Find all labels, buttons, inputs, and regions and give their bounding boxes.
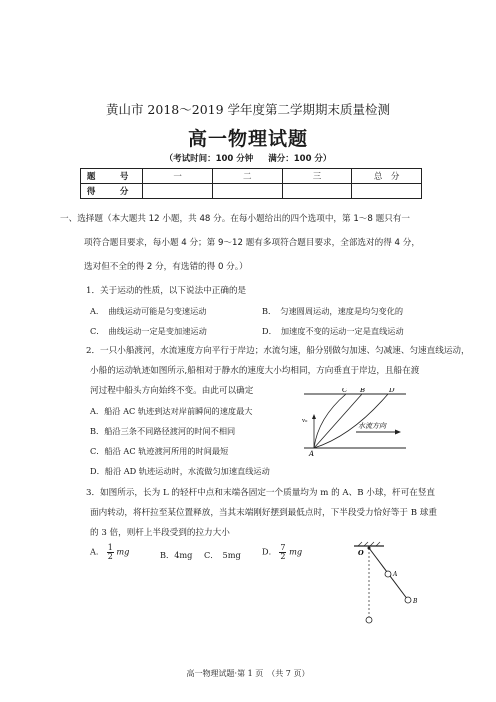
label-a: A [309, 450, 315, 456]
question-stem: 2．一只小船渡河，水流速度方向平行于岸边；水流匀速，船分别做匀加速、匀减速、匀速直线运动， [86, 346, 470, 356]
ball-b [405, 597, 411, 603]
section-instruction-line: 一、选择题（本大题共 12 小题，共 48 分。在每小题给出的四个选项中，第 1～8 题只有一 [60, 214, 410, 224]
option-d[interactable] [262, 544, 302, 561]
fraction-denominator: 2 [107, 552, 113, 561]
score-table-score-row [81, 184, 422, 199]
page-title: 高一物理试题 [187, 128, 308, 150]
label-b: B [360, 388, 366, 394]
score-input-cell[interactable] [212, 184, 282, 199]
section-instruction-line: 选对但不全的得 2 分，有选错的得 0 分。） [84, 262, 248, 272]
exam-time: （考试时间：100 分钟 [164, 154, 254, 164]
option-c[interactable]: C． 曲线运动一定是变加速运动 [90, 326, 207, 336]
fraction-numerator: 7 [280, 543, 286, 552]
score-table-cell: 得 分 [81, 184, 143, 199]
pivot-o [368, 547, 371, 550]
label-flow-direction: 水流方向 [358, 422, 386, 430]
v0-arrow-head [312, 414, 316, 419]
option-a[interactable]: A．船沿 AC 轨迹到达对岸前瞬间的速度最大 [90, 406, 253, 416]
option-b[interactable]: B．4mg [160, 550, 193, 560]
score-table-header-row [81, 169, 422, 184]
score-input-cell[interactable] [282, 184, 352, 199]
exam-info [0, 152, 496, 164]
label-c: C [342, 388, 348, 394]
question-stem: 面内转动，将杆拉至某位置释放，当其末端刚好摆到最低点时，下半段受力恰好等于 B 球重 [90, 508, 437, 518]
river-crossing-figure [300, 388, 410, 456]
label-d: D [389, 388, 395, 394]
exam-header: 黄山市 2018～2019 学年度第二学期期末质量检测 [105, 102, 391, 117]
question-stem: 小船的运动轨迹如图所示,船相对于静水的速度大小均相同，方向垂直于岸边，且船在渡 [90, 366, 420, 376]
score-table-cell: 题 号 [81, 169, 143, 184]
path-ac [314, 394, 346, 448]
option-a-label: A． [90, 546, 105, 557]
score-table-cell: 总 分 [352, 169, 422, 184]
option-d-unit: mg [289, 546, 303, 557]
fraction-numerator: 1 [107, 543, 113, 552]
option-c[interactable]: C．船沿 AC 轨迹渡河所用的时间最短 [90, 446, 229, 456]
score-input-cell[interactable] [352, 184, 422, 199]
exam-score: 满分：100 分） [268, 154, 332, 164]
fraction-one-half [107, 544, 114, 561]
label-a: A [393, 571, 398, 578]
question-stem: 河过程中船头方向始终不变。由此可以确定 [90, 386, 254, 396]
ball-a [385, 571, 391, 577]
score-table-cell: 一 [143, 169, 213, 184]
option-b[interactable]: B．船沿三条不同路径渡河的时间不相同 [90, 426, 236, 436]
option-b[interactable]: B． 匀速圆周运动，速度是均匀变化的 [262, 306, 404, 316]
pendulum-rod-figure [350, 540, 430, 628]
question-stem: 3．如图所示，长为 L 的轻杆中点和末端各固定一个质量均为 m 的 A、B 小球，杆可在竖直 [86, 488, 436, 498]
score-table-cell: 二 [212, 169, 282, 184]
path-ab [314, 394, 362, 448]
question-stem: 1．关于运动的性质，以下说法中正确的是 [86, 286, 247, 296]
fraction-seven-halves [279, 544, 286, 561]
score-table [80, 168, 422, 199]
path-ad [314, 394, 388, 448]
label-o: O [358, 549, 364, 557]
option-a[interactable] [90, 544, 129, 561]
fraction-denominator: 2 [280, 552, 286, 561]
option-d[interactable]: D． 加速度不变的运动一定是直线运动 [262, 326, 404, 336]
score-table-cell: 三 [282, 169, 352, 184]
option-a-unit: mg [116, 546, 130, 557]
score-input-cell[interactable] [143, 184, 213, 199]
question-stem: 的 3 倍，则杆上半段受到的拉力大小 [90, 528, 230, 538]
option-d[interactable]: D．船沿 AD 轨迹运动时，水流做匀加速直线运动 [90, 466, 270, 476]
section-instruction-line: 项符合题目要求，每小题 4 分；第 9～12 题有多项符合题目要求，全部选对的得 4 分， [84, 238, 420, 248]
option-c[interactable]: C． 5mg [204, 550, 241, 560]
option-a[interactable]: A． 曲线运动可能是匀变速运动 [90, 306, 207, 316]
page-footer: 高一物理试题·第 1 页 （共 7 页） [186, 669, 310, 678]
label-b: B [413, 598, 418, 605]
flow-arrow-head [395, 430, 401, 435]
ball-b-lowest [366, 617, 372, 623]
label-v0: v₀ [302, 418, 308, 424]
option-d-label: D． [262, 546, 277, 557]
